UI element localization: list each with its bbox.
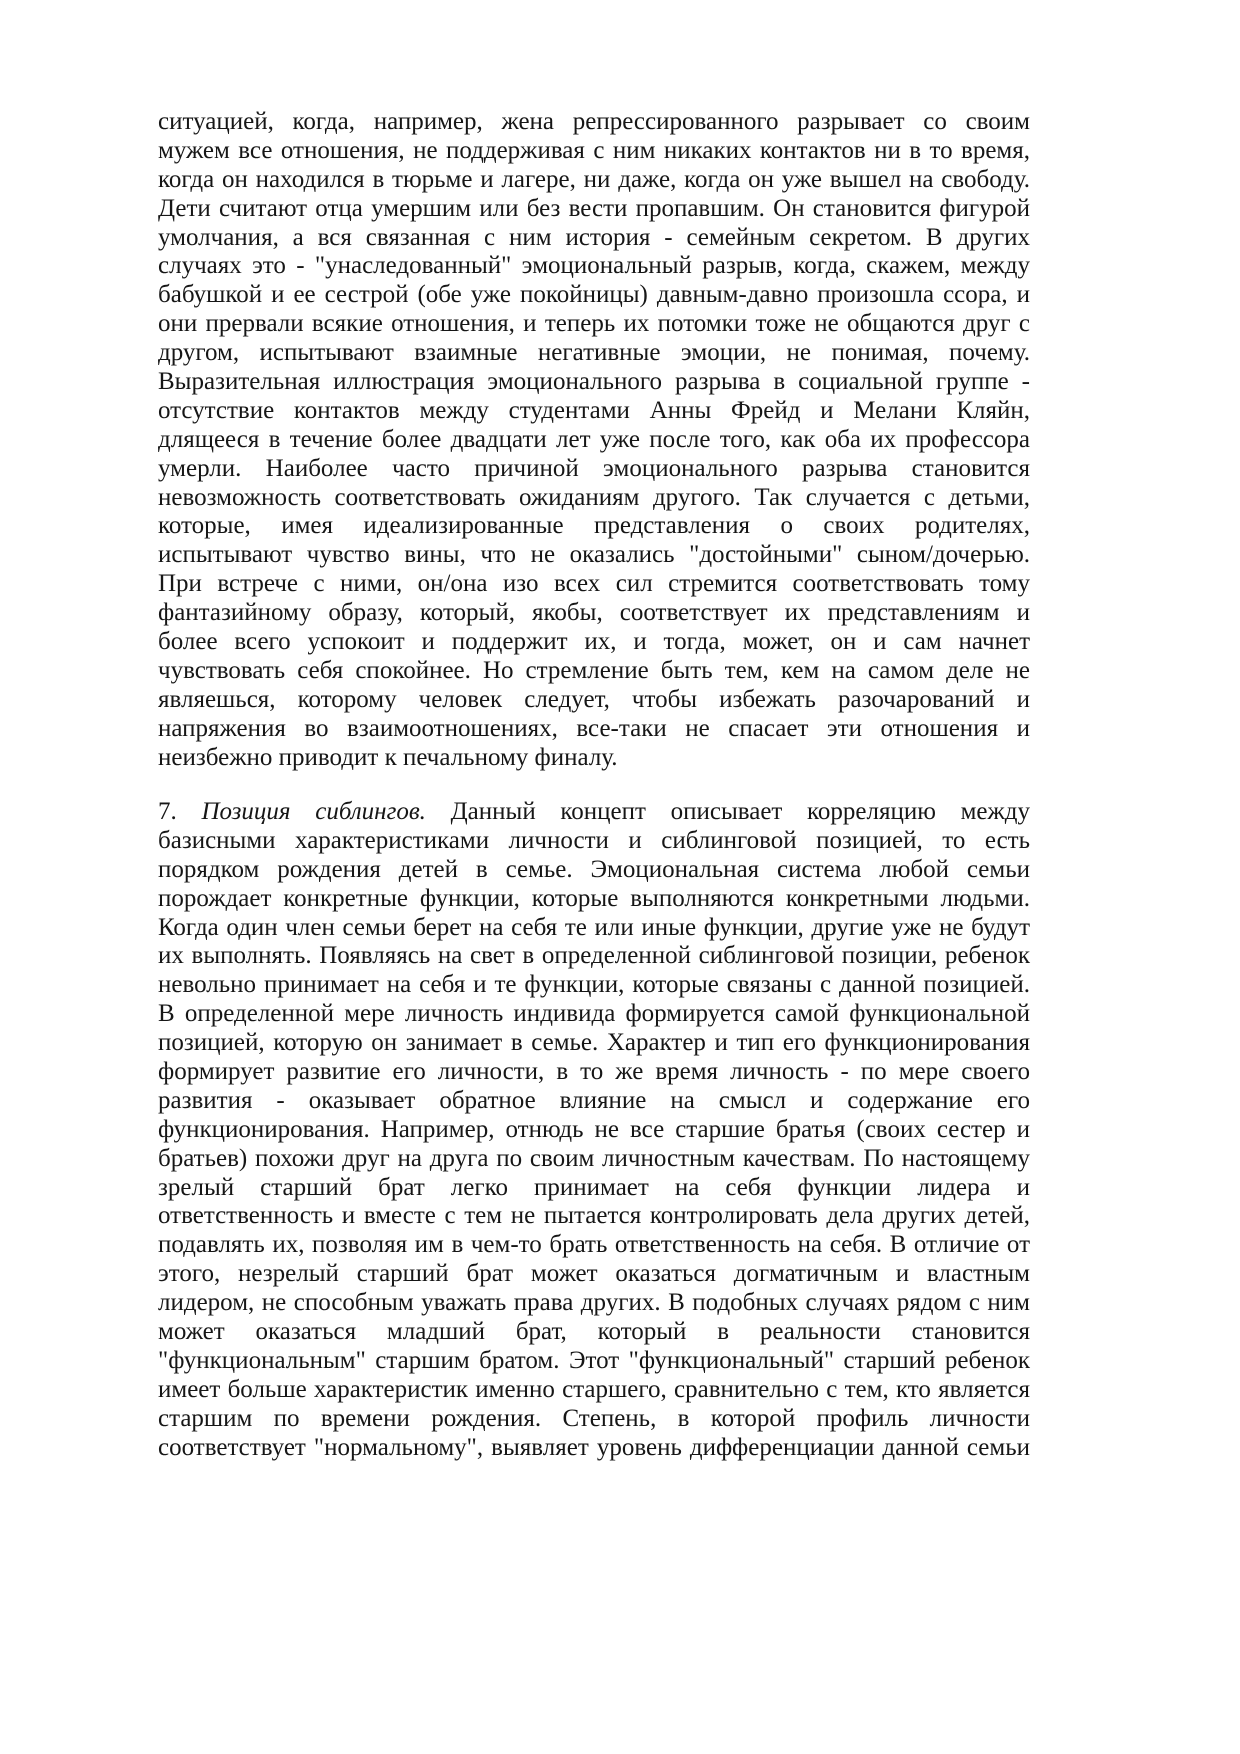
text-line: порядком рождения детей в семье. Эмоциональная система любой семьи [158,855,1030,883]
text-line: они прервали всякие отношения, и теперь их потомки тоже не общаются друг с [158,310,1030,338]
text-line: Когда один член семьи берет на себя те или иные функции, другие уже не будут [158,913,1030,941]
text-line: формирует развитие его личности, в то же время личность - по мере своего [158,1058,1030,1086]
text-line: напряжения во взаимоотношениях, все-таки не спасает эти отношения и [158,714,1030,742]
section-title: Позиция сиблингов. [201,798,426,825]
text-line: длящееся в течение более двадцати лет уже после того, как оба их профессора [158,425,1030,453]
paragraph-sibling-position [158,798,1030,1462]
section-heading-line [158,798,1030,827]
text-line: невозможность соответствовать ожиданиям другого. Так случается с детьми, [158,483,1030,511]
text-line: зрелый старший брат легко принимает на себя функции лидера и [158,1173,1030,1201]
text-line: которые, имея идеализированные представления о своих родителях, [158,512,1030,540]
text-line: лидером, не способным уважать права других. В подобных случаях рядом с ним [158,1289,1030,1317]
text-line: ситуацией, когда, например, жена репрессированного разрывает со своим [158,108,1030,135]
section-number: 7. [158,798,177,825]
text-line: старшим по времени рождения. Степень, в которой профиль личности [158,1404,1030,1432]
text-line: их выполнять. Появляясь на свет в определенной сиблинговой позиции, ребенок [158,942,1030,970]
text-line: более всего успокоит и поддержит их, и тогда, может, он и сам начнет [158,628,1030,656]
text-line: позицией, которую он занимает в семье. Характер и тип его функционирования [158,1029,1030,1057]
text-line: базисными характеристиками личности и сиблинговой позицией, то есть [158,826,1030,854]
paragraph-emotional-cutoff [158,108,1030,772]
text-line: ответственность и вместе с тем не пытается контролировать дела других детей, [158,1202,1030,1230]
text-line: подавлять их, позволяя им в чем-то брать ответственность на себя. В отличие от [158,1231,1030,1259]
text-line: "функциональным" старшим братом. Этот "функциональный" старший ребенок [158,1346,1030,1374]
text-line: функционирования. Например, отнюдь не все старшие братья (своих сестер и [158,1115,1030,1143]
text-fragment: Данный концепт описывает корреляцию между [450,798,1031,825]
text-line: В определенной мере личность индивида формируется самой функциональной [158,1000,1030,1028]
text-line: умолчания, а вся связанная с ним история - семейным секретом. В других [158,223,1030,251]
text-line: неизбежно приводит к печальному финалу. [158,743,618,771]
text-line: фантазийному образу, который, якобы, соответствует их представлениям и [158,599,1030,627]
text-line: соответствует "нормальному", выявляет уровень дифференциации данной семьи [158,1433,1030,1461]
text-line: Выразительная иллюстрация эмоционального разрыва в социальной группе - [158,368,1030,396]
text-line: Дети считают отца умершим или без вести пропавшим. Он становится фигурой [158,194,1030,222]
text-line: отсутствие контактов между студентами Анны Фрейд и Мелани Кляйн, [158,396,1030,424]
text-line: имеет больше характеристик именно старшего, сравнительно с тем, кто является [158,1375,1030,1403]
text-line: может оказаться младший брат, который в реальности становится [158,1318,1030,1346]
text-line: мужем все отношения, не поддерживая с ним никаких контактов ни в то время, [158,136,1030,164]
text-line: случаях это - "унаследованный" эмоциональный разрыв, когда, скажем, между [158,252,1030,280]
text-line: являешься, которому человек следует, чтобы избежать разочарований и [158,685,1030,713]
text-line: порождает конкретные функции, которые выполняются конкретными людьми. [158,884,1030,912]
text-line: братьев) похожи друг на друга по своим личностным качествам. По настоящему [158,1144,1030,1172]
text-line: При встрече с ними, он/она изо всех сил стремится соответствовать тому [158,570,1030,598]
text-line: этого, незрелый старший брат может оказаться догматичным и властным [158,1260,1030,1288]
text-line: умерли. Наиболее часто причиной эмоционального разрыва становится [158,454,1030,482]
text-line: развития - оказывает обратное влияние на смысл и содержание его [158,1086,1030,1114]
text-line: другом, испытывают взаимные негативные эмоции, не понимая, почему. [158,339,1030,367]
text-line: бабушкой и ее сестрой (обе уже покойницы) давным-давно произошла ссора, и [158,281,1030,309]
text-line: чувствовать себя спокойнее. Но стремление быть тем, кем на самом деле не [158,656,1030,684]
text-line: когда он находился в тюрьме и лагере, ни даже, когда он уже вышел на свободу. [158,165,1030,193]
text-line: испытывают чувство вины, что не оказались "достойными" сыном/дочерью. [158,541,1030,569]
text-line: невольно принимает на себя и те функции, которые связаны с данной позицией. [158,971,1030,999]
